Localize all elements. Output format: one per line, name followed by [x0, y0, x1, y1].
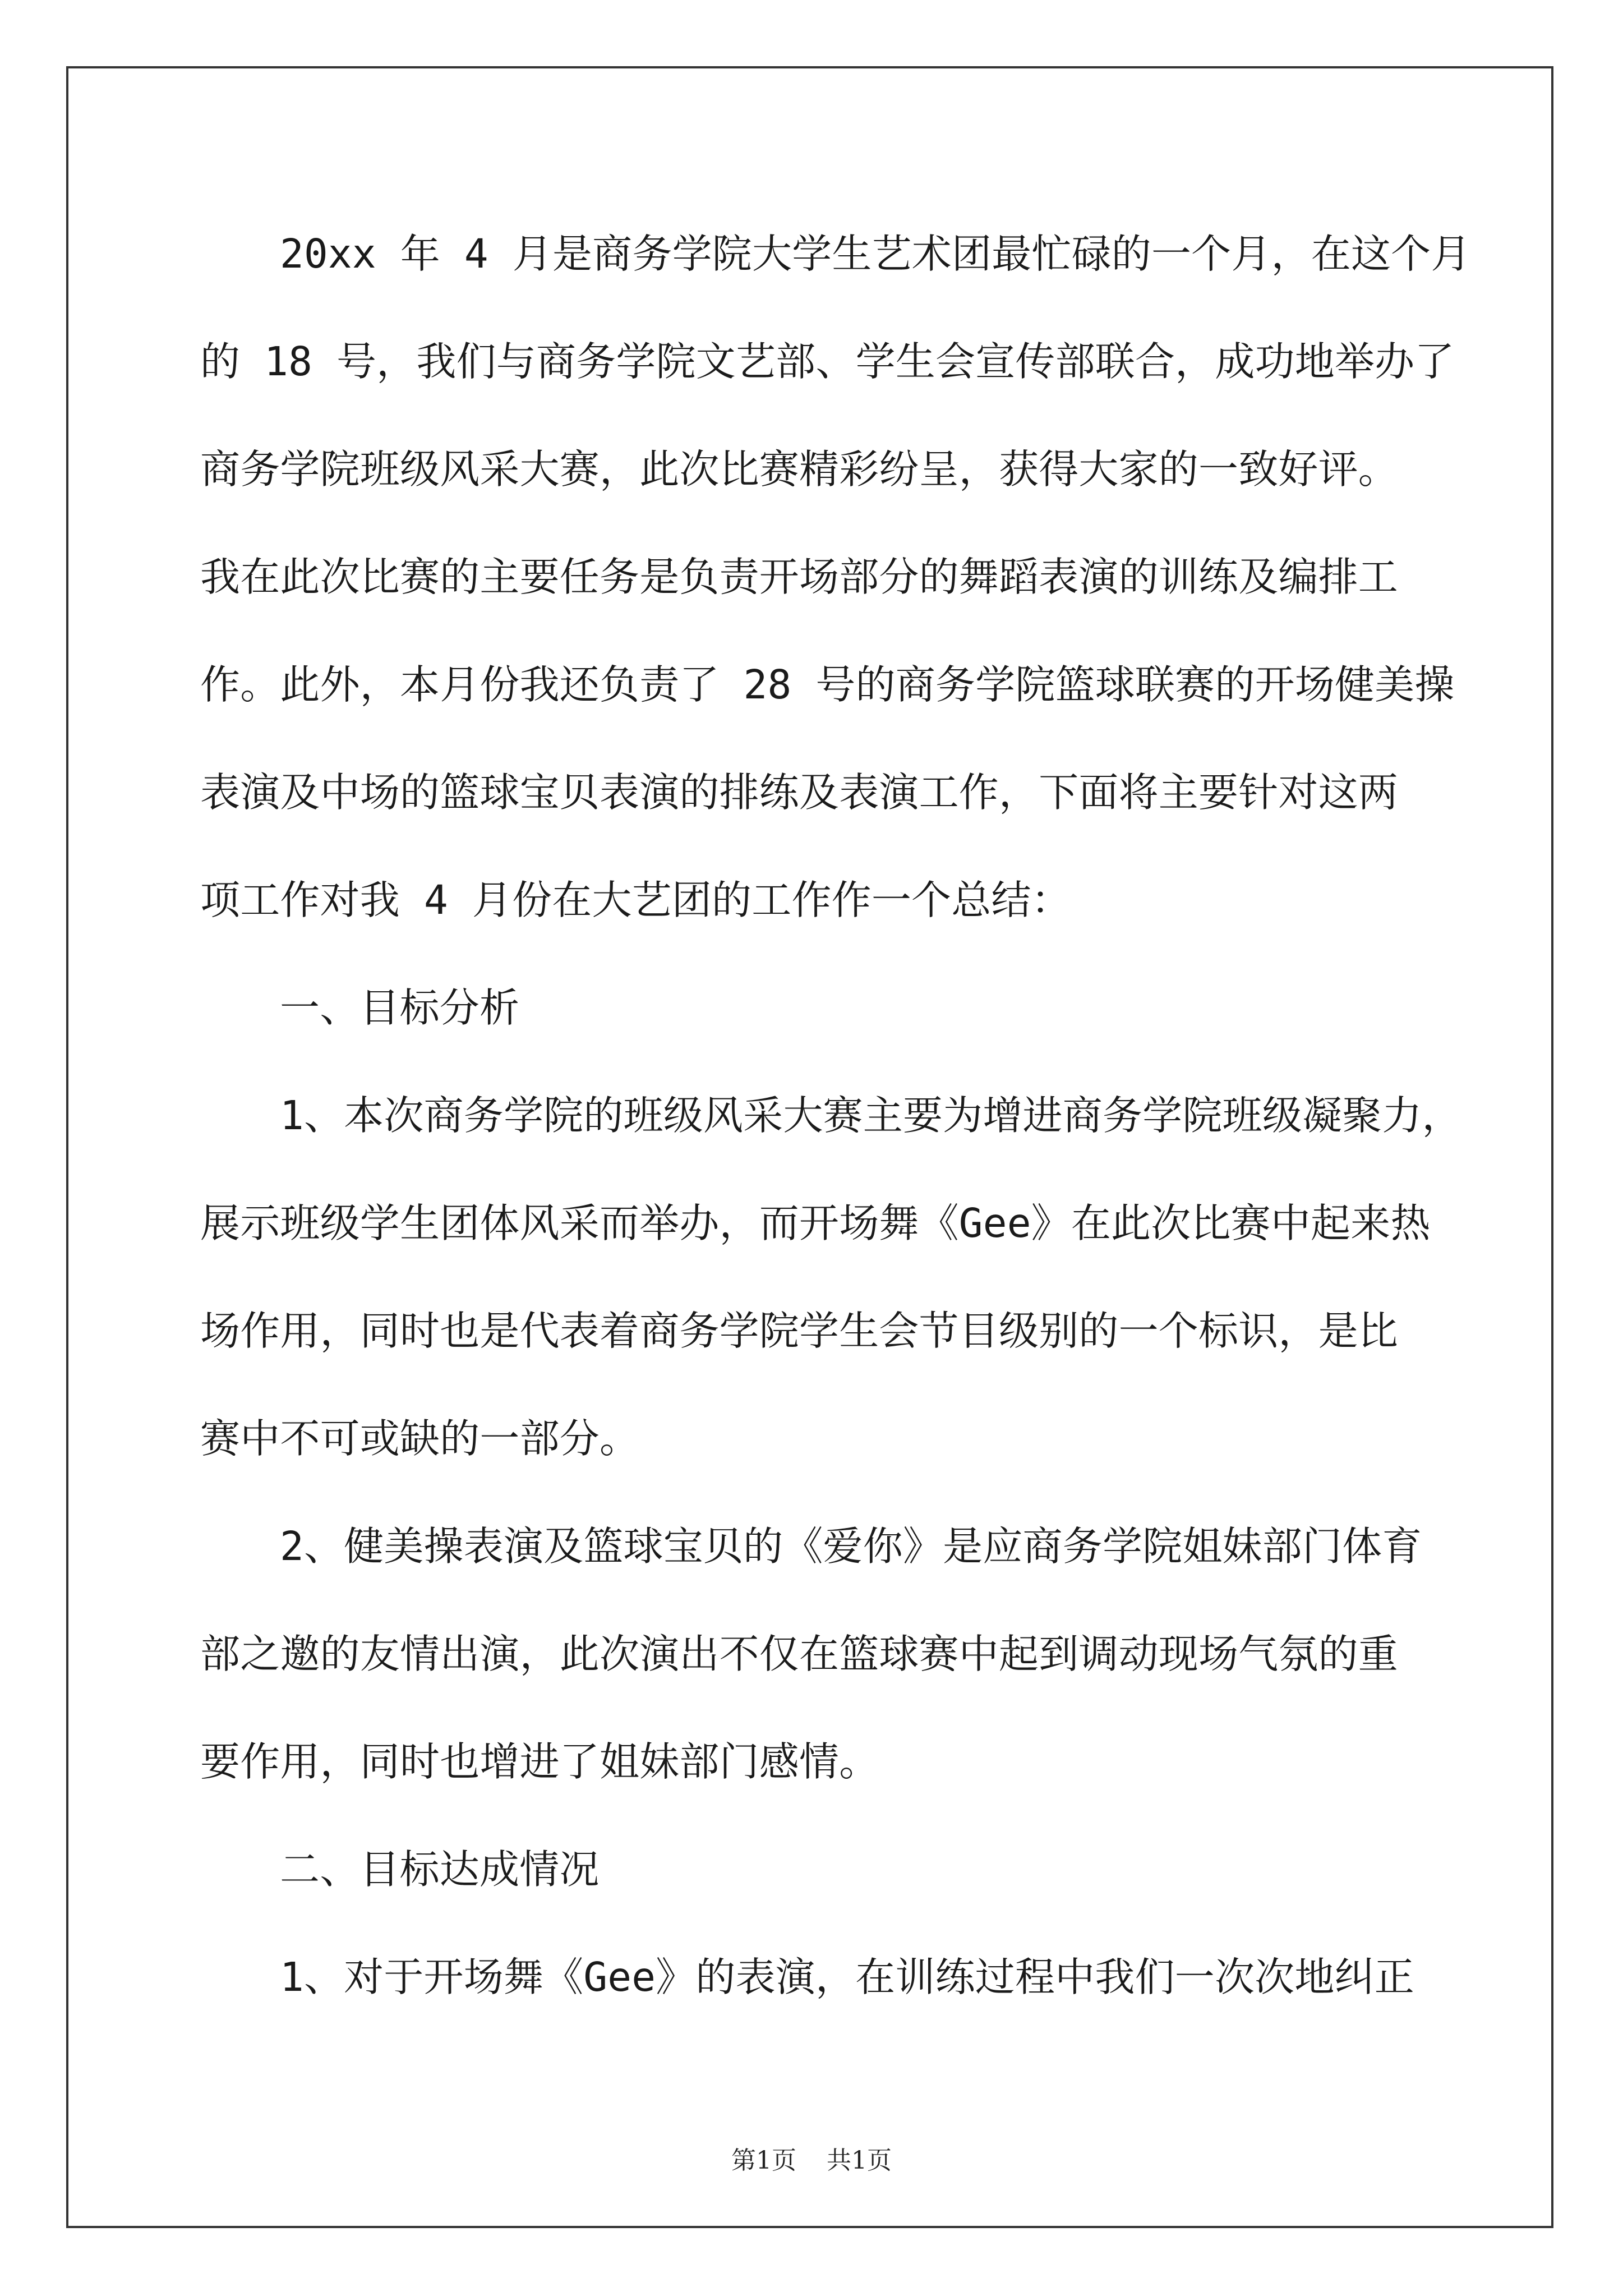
paragraph-line: 展示班级学生团体风采而举办，而开场舞《Gee》在此次比赛中起来热 — [200, 1200, 1431, 1246]
paragraph-line: 表演及中场的篮球宝贝表演的排练及表演工作，下面将主要针对这两 — [200, 769, 1399, 816]
paragraph-line: 的 18 号，我们与商务学院文艺部、学生会宣传部联合，成功地举办了 — [200, 338, 1455, 385]
page-number-current: 第1页 — [731, 2146, 796, 2175]
section-heading: 一、目标分析 — [280, 984, 520, 1031]
paragraph-line: 商务学院班级风采大赛，此次比赛精彩纷呈，获得大家的一致好评。 — [200, 446, 1399, 493]
page-footer — [0, 2140, 1623, 2176]
paragraph-line: 1、本次商务学院的班级风采大赛主要为增进商务学院班级凝聚力， — [280, 1092, 1462, 1139]
paragraph-line: 我在此次比赛的主要任务是负责开场部分的舞蹈表演的训练及编排工 — [200, 554, 1399, 600]
paragraph-line: 20xx 年 4 月是商务学院大学生艺术团最忙碌的一个月，在这个月 — [280, 231, 1471, 277]
paragraph-line: 要作用，同时也增进了姐妹部门感情。 — [200, 1738, 879, 1785]
paragraph-line: 1、对于开场舞《Gee》的表演，在训练过程中我们一次次地纠正 — [280, 1954, 1414, 2000]
paragraph-line: 作。此外，本月份我还负责了 28 号的商务学院篮球联赛的开场健美操 — [200, 661, 1455, 708]
page-number-total: 共1页 — [827, 2146, 892, 2175]
paragraph-line: 场作用，同时也是代表着商务学院学生会节目级别的一个标识，是比 — [200, 1308, 1399, 1354]
paragraph-line: 2、健美操表演及篮球宝贝的《爱你》是应商务学院姐妹部门体育 — [280, 1523, 1422, 1570]
paragraph-line: 部之邀的友情出演，此次演出不仅在篮球赛中起到调动现场气氛的重 — [200, 1631, 1399, 1677]
document-body — [200, 223, 1471, 2054]
section-heading: 二、目标达成情况 — [280, 1846, 600, 1893]
paragraph-line: 赛中不可或缺的一部分。 — [200, 1415, 640, 1462]
paragraph-line: 项工作对我 4 月份在大艺团的工作作一个总结： — [200, 877, 1071, 923]
